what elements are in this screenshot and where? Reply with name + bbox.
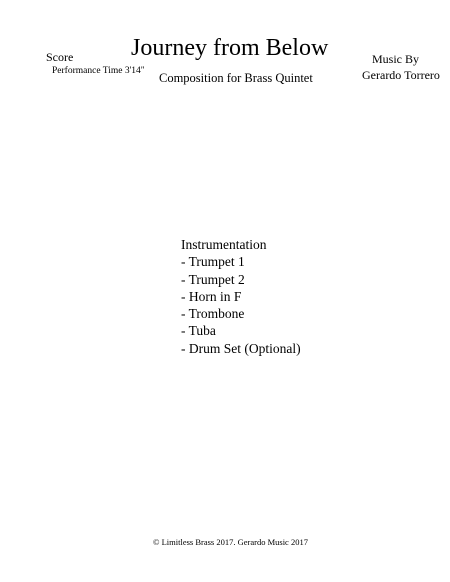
- copyright-footer: © Limitless Brass 2017. Gerardo Music 2017: [153, 537, 308, 547]
- instrumentation-list: [181, 236, 301, 357]
- instrument-item: - Trumpet 1: [181, 254, 245, 270]
- instrument-item: - Drum Set (Optional): [181, 340, 301, 356]
- instrument-item: - Horn in F: [181, 288, 242, 304]
- instrument-item: - Trumpet 2: [181, 271, 245, 287]
- music-by-label: Music By: [372, 52, 420, 66]
- instrumentation-heading: Instrumentation: [181, 237, 267, 252]
- instrument-item: - Trombone: [181, 306, 245, 322]
- instrument-item: - Tuba: [181, 323, 216, 339]
- piece-title: Journey from Below: [131, 35, 329, 61]
- piece-subtitle: Composition for Brass Quintet: [159, 71, 313, 85]
- composer-name: Gerardo Torrero: [362, 68, 440, 82]
- score-label: Score: [46, 50, 74, 64]
- performance-time: Performance Time 3'14": [52, 66, 145, 76]
